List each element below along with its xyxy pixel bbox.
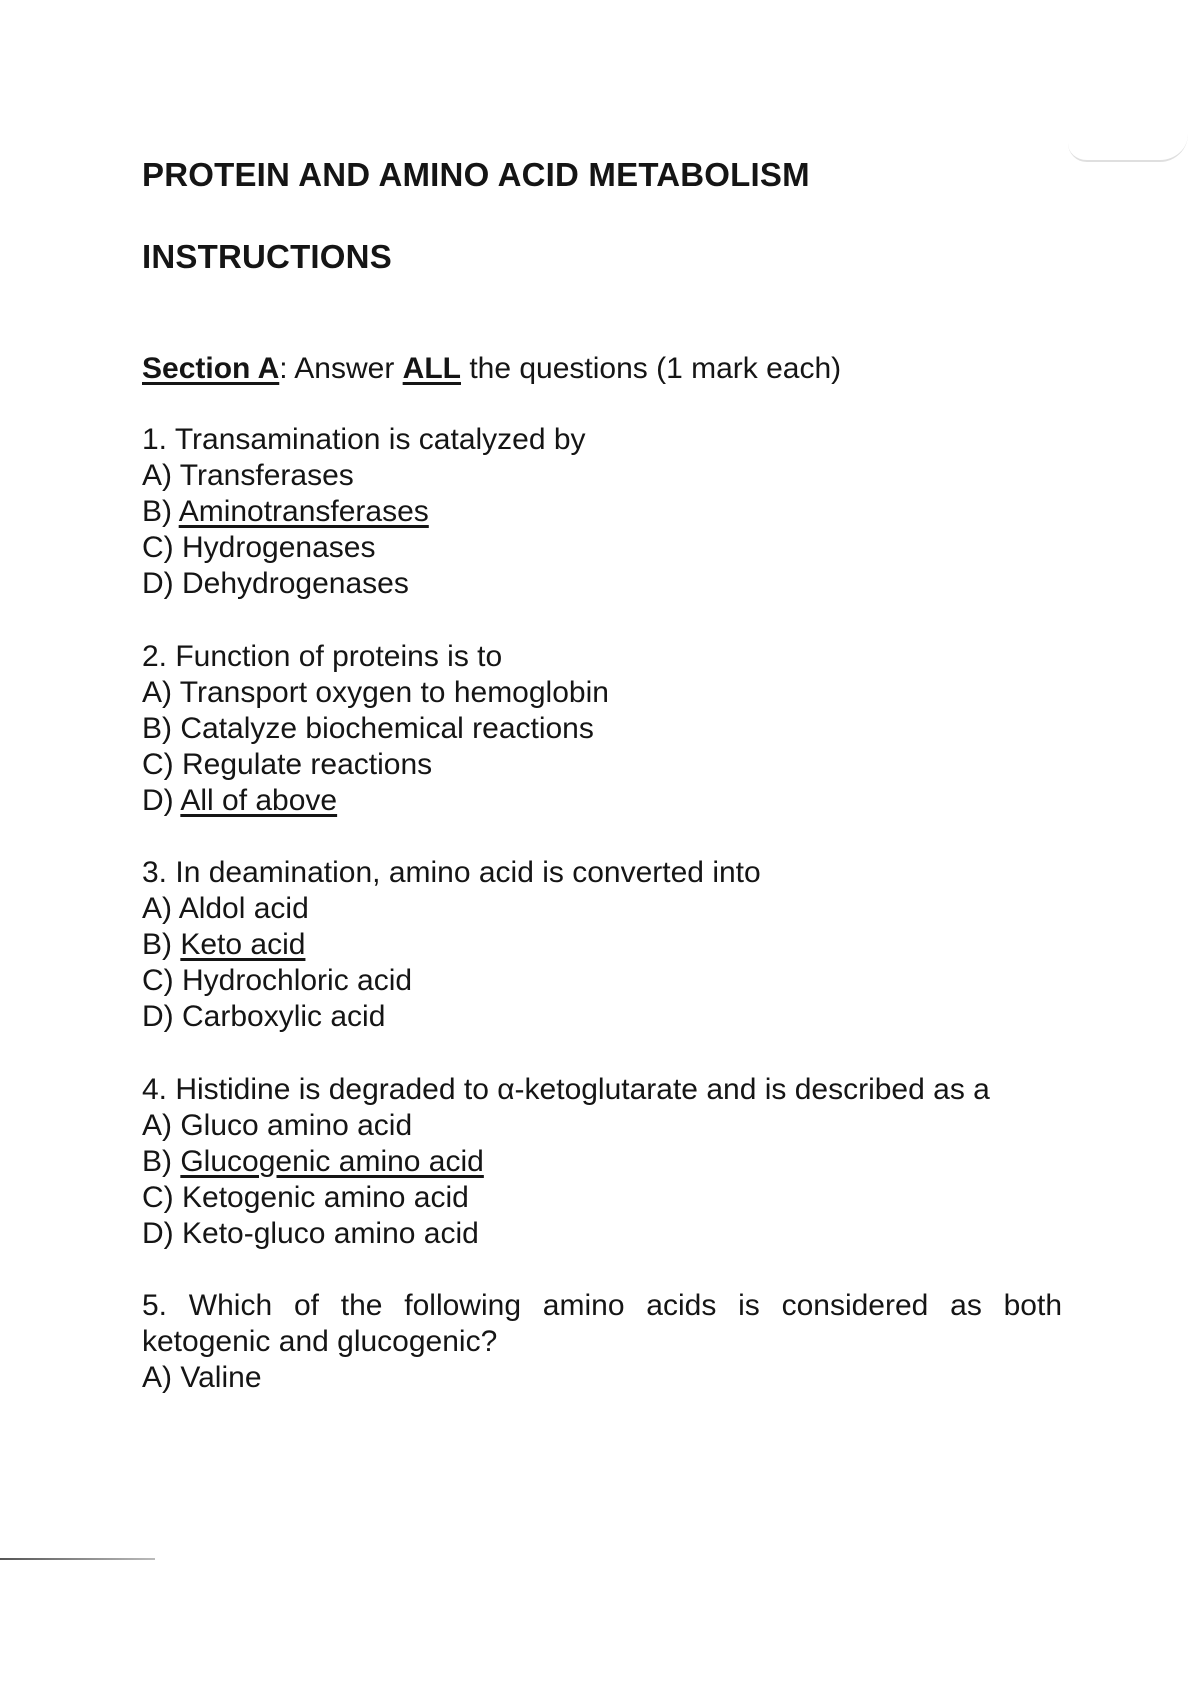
option-letter: B) (142, 712, 172, 745)
option-letter: D) (142, 567, 174, 600)
option-c (142, 747, 1062, 783)
question-1 (142, 422, 1062, 602)
option-letter: C) (142, 748, 174, 781)
section-text-after: the questions (1 mark each) (460, 352, 842, 385)
question-stem: 2. Function of proteins is to (142, 640, 503, 673)
section-label: Section A (142, 352, 280, 385)
option-text: Keto-gluco amino acid (182, 1217, 479, 1250)
question-stem: 5. Which of the following amino acids is considered as both ketogenic and glucogenic? (142, 1289, 1062, 1358)
option-text: Aldol acid (178, 892, 309, 925)
option-b (142, 711, 1062, 747)
option-text-answer: Aminotransferases (178, 495, 429, 528)
question-stem: 3. In deamination, amino acid is converted into (142, 856, 761, 889)
option-letter: C) (142, 1181, 174, 1214)
option-letter: D) (142, 1217, 174, 1250)
option-text: Carboxylic acid (182, 1000, 386, 1033)
option-a (142, 675, 1062, 711)
option-a (142, 458, 1062, 494)
option-letter: D) (142, 1000, 174, 1033)
option-a (142, 891, 1062, 927)
option-d (142, 999, 1062, 1035)
instructions-heading: INSTRUCTIONS (142, 238, 392, 275)
section-text-before: Answer (287, 352, 403, 385)
option-letter: A) (142, 892, 172, 925)
option-letter: B) (142, 495, 172, 528)
page-curl-mark (1068, 134, 1188, 162)
option-letter: B) (142, 928, 172, 961)
option-letter: A) (142, 1109, 172, 1142)
option-text: Dehydrogenases (182, 567, 409, 600)
option-d (142, 783, 1062, 819)
question-3 (142, 855, 1062, 1035)
option-text-answer: All of above (180, 784, 338, 817)
option-letter: C) (142, 964, 174, 997)
question-4 (142, 1072, 1062, 1252)
option-text-answer: Keto acid (180, 928, 306, 961)
option-text: Hydrochloric acid (182, 964, 413, 997)
page-edge-rule (0, 1558, 155, 1560)
document-title: PROTEIN AND AMINO ACID METABOLISM (142, 156, 810, 193)
option-letter: B) (142, 1145, 172, 1178)
option-a (142, 1360, 1062, 1396)
option-text: Ketogenic amino acid (182, 1181, 469, 1214)
option-letter: C) (142, 531, 174, 564)
question-stem: 4. Histidine is degraded to α-ketoglutarate and is described as a (142, 1073, 990, 1106)
option-text: Transport oxygen to hemoglobin (179, 676, 609, 709)
section-instruction (142, 352, 841, 386)
option-letter: A) (142, 676, 172, 709)
option-b (142, 927, 1062, 963)
option-letter: A) (142, 1361, 172, 1394)
question-5 (142, 1288, 1062, 1396)
option-b (142, 1144, 1062, 1180)
option-c (142, 1180, 1062, 1216)
option-a (142, 1108, 1062, 1144)
option-d (142, 1216, 1062, 1252)
option-text: Transferases (179, 459, 354, 492)
option-letter: A) (142, 459, 172, 492)
option-d (142, 566, 1062, 602)
option-text-answer: Glucogenic amino acid (180, 1145, 484, 1178)
option-text: Valine (180, 1361, 262, 1394)
option-c (142, 530, 1062, 566)
option-b (142, 494, 1062, 530)
option-letter: D) (142, 784, 174, 817)
option-c (142, 963, 1062, 999)
section-emphasis: ALL (402, 352, 461, 385)
option-text: Regulate reactions (182, 748, 433, 781)
question-2 (142, 639, 1062, 819)
section-colon: : (279, 352, 288, 385)
option-text: Catalyze biochemical reactions (180, 712, 594, 745)
option-text: Gluco amino acid (180, 1109, 413, 1142)
question-stem: 1. Transamination is catalyzed by (142, 423, 586, 456)
option-text: Hydrogenases (182, 531, 376, 564)
